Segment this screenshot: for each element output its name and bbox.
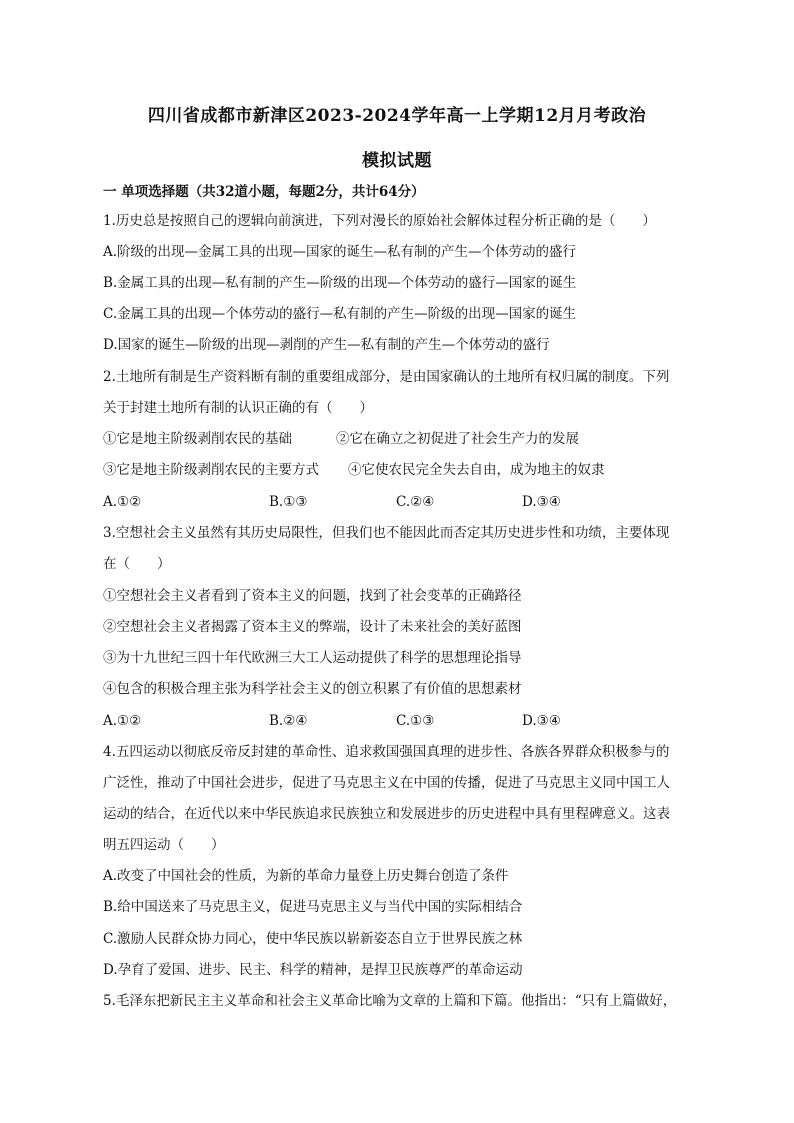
q2-statement-2: ②它在确立之初促进了社会生产力的发展: [336, 431, 579, 447]
q3-options: [103, 712, 703, 730]
q2-statement-3: ③它是地主阶级剥削农民的主要方式: [103, 462, 319, 478]
q2-statement-4: ④它使农民完全失去自由，成为地主的奴隶: [348, 462, 605, 478]
exam-title-line1: 四川省成都市新津区2023-2024学年高一上学期12月月考政治: [147, 106, 647, 126]
q3-option-c: C.①③: [396, 713, 435, 729]
exam-title-line2: 模拟试题: [362, 151, 432, 171]
q3-option-a: A.①②: [103, 713, 142, 729]
q1-option-c: C.金属工具的出现—个体劳动的盛行—私有制的产生—阶级的出现—国家的诞生: [103, 306, 577, 322]
q3-statement-1: ①空想社会主义者看到了资本主义的问题，找到了社会变革的正确路径: [103, 588, 522, 604]
q4-option-a: A.改变了中国社会的性质，为新的革命力量登上历史舞台创造了条件: [103, 868, 509, 884]
q3-option-d: D.③④: [522, 713, 561, 729]
q3-option-b: B.②④: [269, 713, 308, 729]
q4-stem-line2: 广泛性，推动了中国社会进步，促进了马克思主义在中国的传播，促进了马克思主义同中国工人: [103, 775, 670, 791]
q1-option-d: D.国家的诞生—阶级的出现—剥削的产生—私有制的产生—个体劳动的盛行: [103, 337, 550, 353]
q4-option-d: D.孕育了爱国、进步、民主、科学的精神，是捍卫民族尊严的革命运动: [103, 962, 523, 978]
q2-statements-row2: [103, 461, 703, 479]
q2-stem-line1: 2.土地所有制是生产资料断有制的重要组成部分，是由国家确认的土地所有权归属的制度。下列: [103, 369, 670, 385]
q4-stem-line1: 4.五四运动以彻底反帝反封建的革命性、追求救国强国真理的进步性、各族各界群众积极参与的: [103, 744, 670, 760]
q4-stem-line3: 运动的结合，在近代以来中华民族追求民族独立和发展进步的历史进程中具有里程碑意义。这表: [103, 806, 670, 822]
q2-stem-line2: 关于封建土地所有制的认识正确的有（ ）: [103, 400, 373, 416]
q4-option-b: B.给中国送来了马克思主义，促进马克思主义与当代中国的实际相结合: [103, 899, 523, 915]
q3-stem-line2: 在（ ）: [103, 556, 171, 572]
q2-option-d: D.③④: [522, 494, 561, 510]
q4-option-c: C.激励人民群众协力同心，使中华民族以崭新姿态自立于世界民族之林: [103, 931, 523, 947]
q5-stem-line1: 5.毛泽东把新民主主义革命和社会主义革命比喻为文章的上篇和下篇。他指出：“只有上篇做好，: [103, 993, 677, 1009]
q3-statement-2: ②空想社会主义者揭露了资本主义的弊端，设计了未来社会的美好蓝图: [103, 619, 522, 635]
section-heading: 一 单项选择题（共32道小题，每题2分，共计64分）: [103, 184, 425, 200]
q2-option-b: B.①③: [269, 494, 308, 510]
q1-stem: 1.历史总是按照自己的逻辑向前演进，下列对漫长的原始社会解体过程分析正确的是（ ）: [103, 213, 656, 229]
q2-options: [103, 493, 703, 511]
q1-option-b: B.金属工具的出现—私有制的产生—阶级的出现—个体劳动的盛行—国家的诞生: [103, 275, 577, 291]
q2-option-c: C.②④: [396, 494, 435, 510]
q2-option-a: A.①②: [103, 494, 142, 510]
q2-statements-row1: [103, 430, 703, 448]
q3-stem-line1: 3.空想社会主义虽然有其历史局限性，但我们也不能因此而否定其历史进步性和功绩，主要体现: [103, 525, 670, 541]
q4-stem-line4: 明五四运动（ ）: [103, 837, 225, 853]
q3-statement-4: ④包含的积极合理主张为科学社会主义的创立积累了有价值的思想素材: [103, 681, 522, 697]
q1-option-a: A.阶级的出现—金属工具的出现—国家的诞生—私有制的产生—个体劳动的盛行: [103, 244, 577, 260]
q3-statement-3: ③为十九世纪三四十年代欧洲三大工人运动提供了科学的思想理论指导: [103, 650, 522, 666]
q2-statement-1: ①它是地主阶级剥削农民的基础: [103, 431, 292, 447]
